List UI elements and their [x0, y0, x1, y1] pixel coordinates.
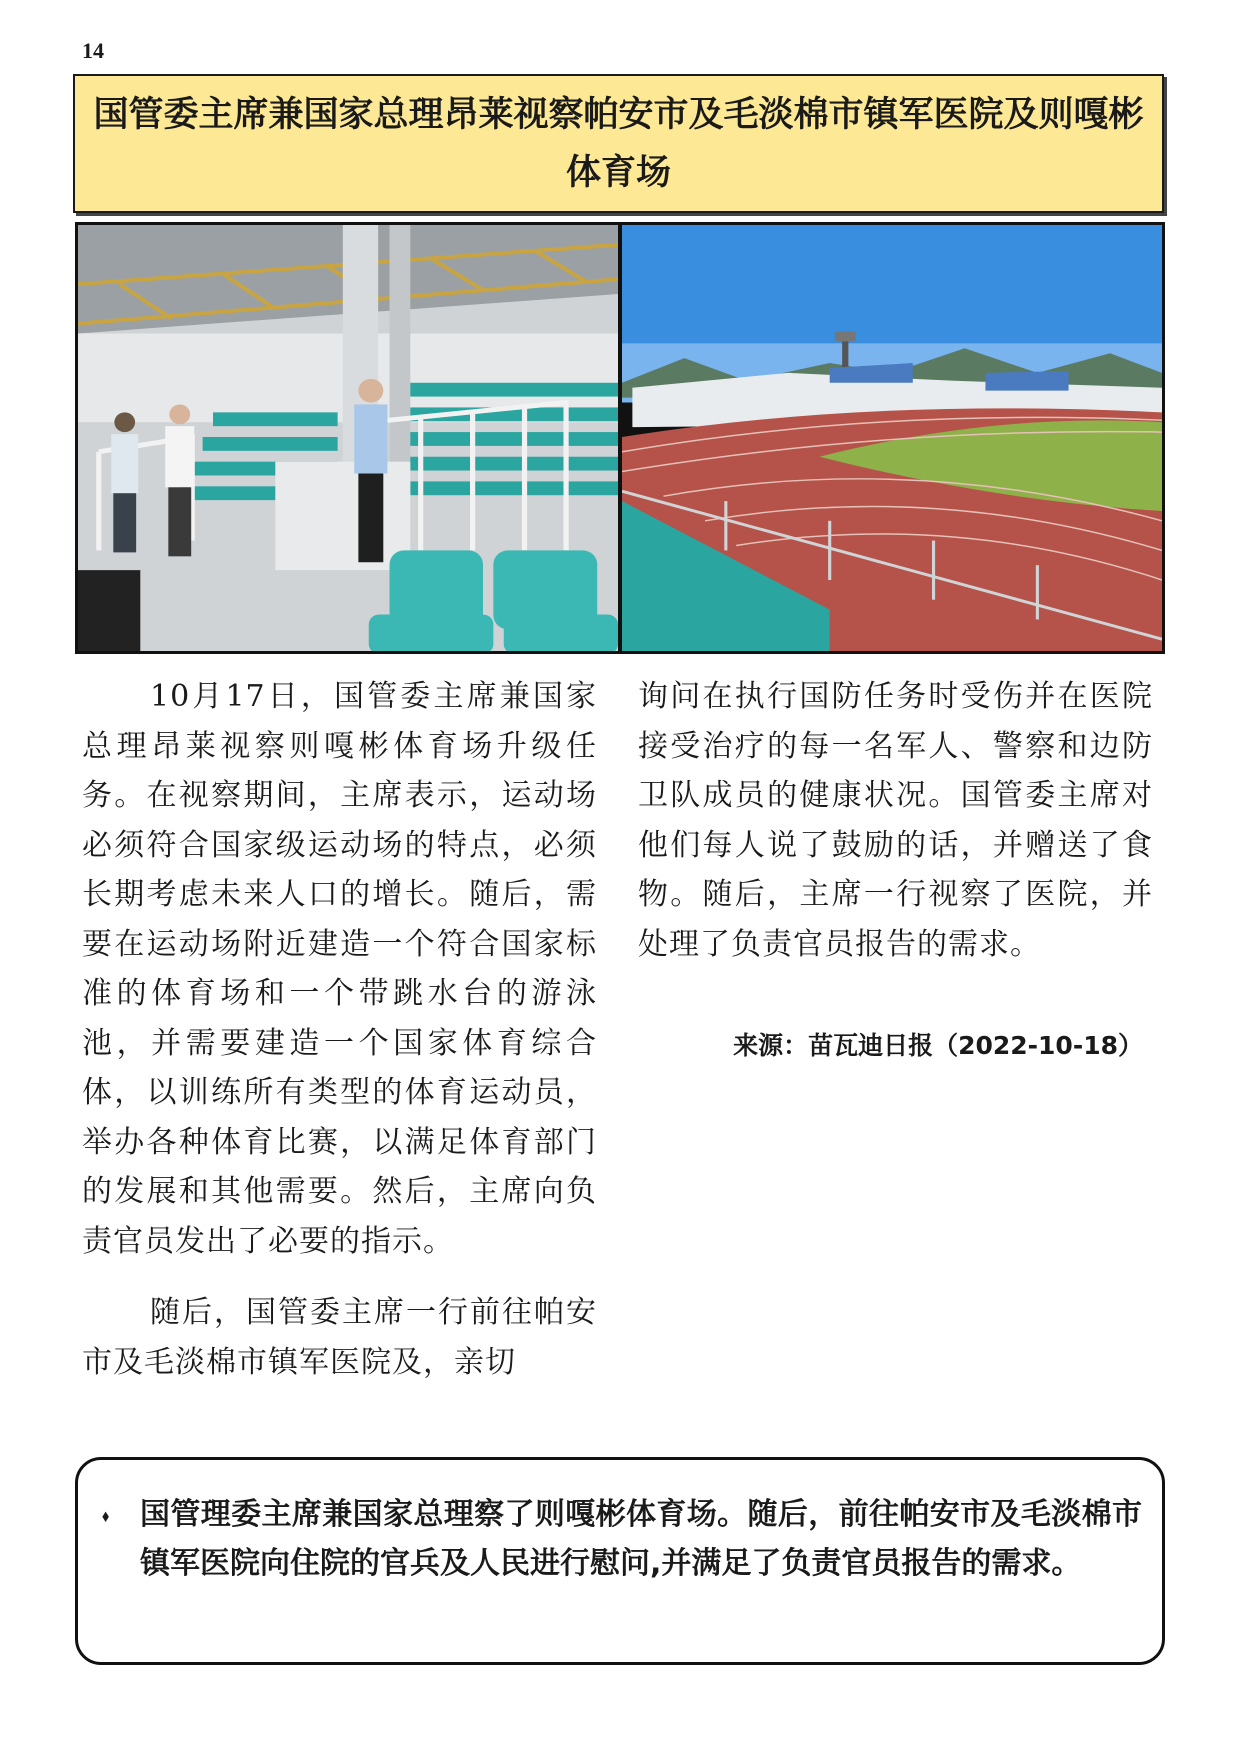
title-banner [73, 74, 1164, 213]
photo-officials-in-stands [78, 225, 618, 651]
photo-stadium-track [622, 225, 1162, 651]
diamond-bullet-icon: ⬧ [102, 1506, 110, 1525]
photo-stadium-running-track-icon [622, 225, 1162, 651]
page-title: 国管委主席兼国家总理昂莱视察帕安市及毛淡棉市镇军医院及则嘎彬体育场 [93, 94, 1144, 193]
article-paragraph-2: 随后，国管委主席一行前往帕安市及毛淡棉市镇军医院及，亲切 [82, 1295, 597, 1380]
page-number: 14 [82, 38, 104, 63]
photo-strip [75, 222, 1165, 654]
photo-officials-in-stadium-stands-icon [78, 225, 618, 651]
source-citation: 来源：苗瓦迪日报（2022-10-18） [733, 1031, 1143, 1060]
article-paragraph-continued: 询问在执行国防任务时受伤并在医院接受治疗的每一名军人、警察和边防卫队成员的健康状况。国管委主席对他们每人说了鼓励的话，并赠送了食物。随后，主席一行视察了医院，并处理了负责官员报告的需求。 [638, 679, 1153, 962]
article-paragraph-1: 10月17日，国管委主席兼国家总理昂莱视察则嘎彬体育场升级任务。在视察期间，主席表示，运动场必须符合国家级运动场的特点，必须长期考虑未来人口的增长。随后，需要在运动场附近建造一个符合国家标准的体育场和一个带跳水台的游泳池，并需要建造一个国家体育综合体，以训练所有类型的体育运动员，举办各种体育比赛，以满足体育部门的发展和其他需要。然后，主席向负责官员发出了必要的指示。 [82, 679, 597, 1259]
summary-text: 国管理委主席兼国家总理察了则嘎彬体育场。随后，前往帕安市及毛淡棉市镇军医院向住院的官兵及人民进行慰问,并满足了负责官员报告的需求。 [140, 1497, 1142, 1581]
article-column-left [82, 672, 597, 1387]
summary-box [75, 1457, 1165, 1665]
article-column-right [638, 672, 1153, 1071]
